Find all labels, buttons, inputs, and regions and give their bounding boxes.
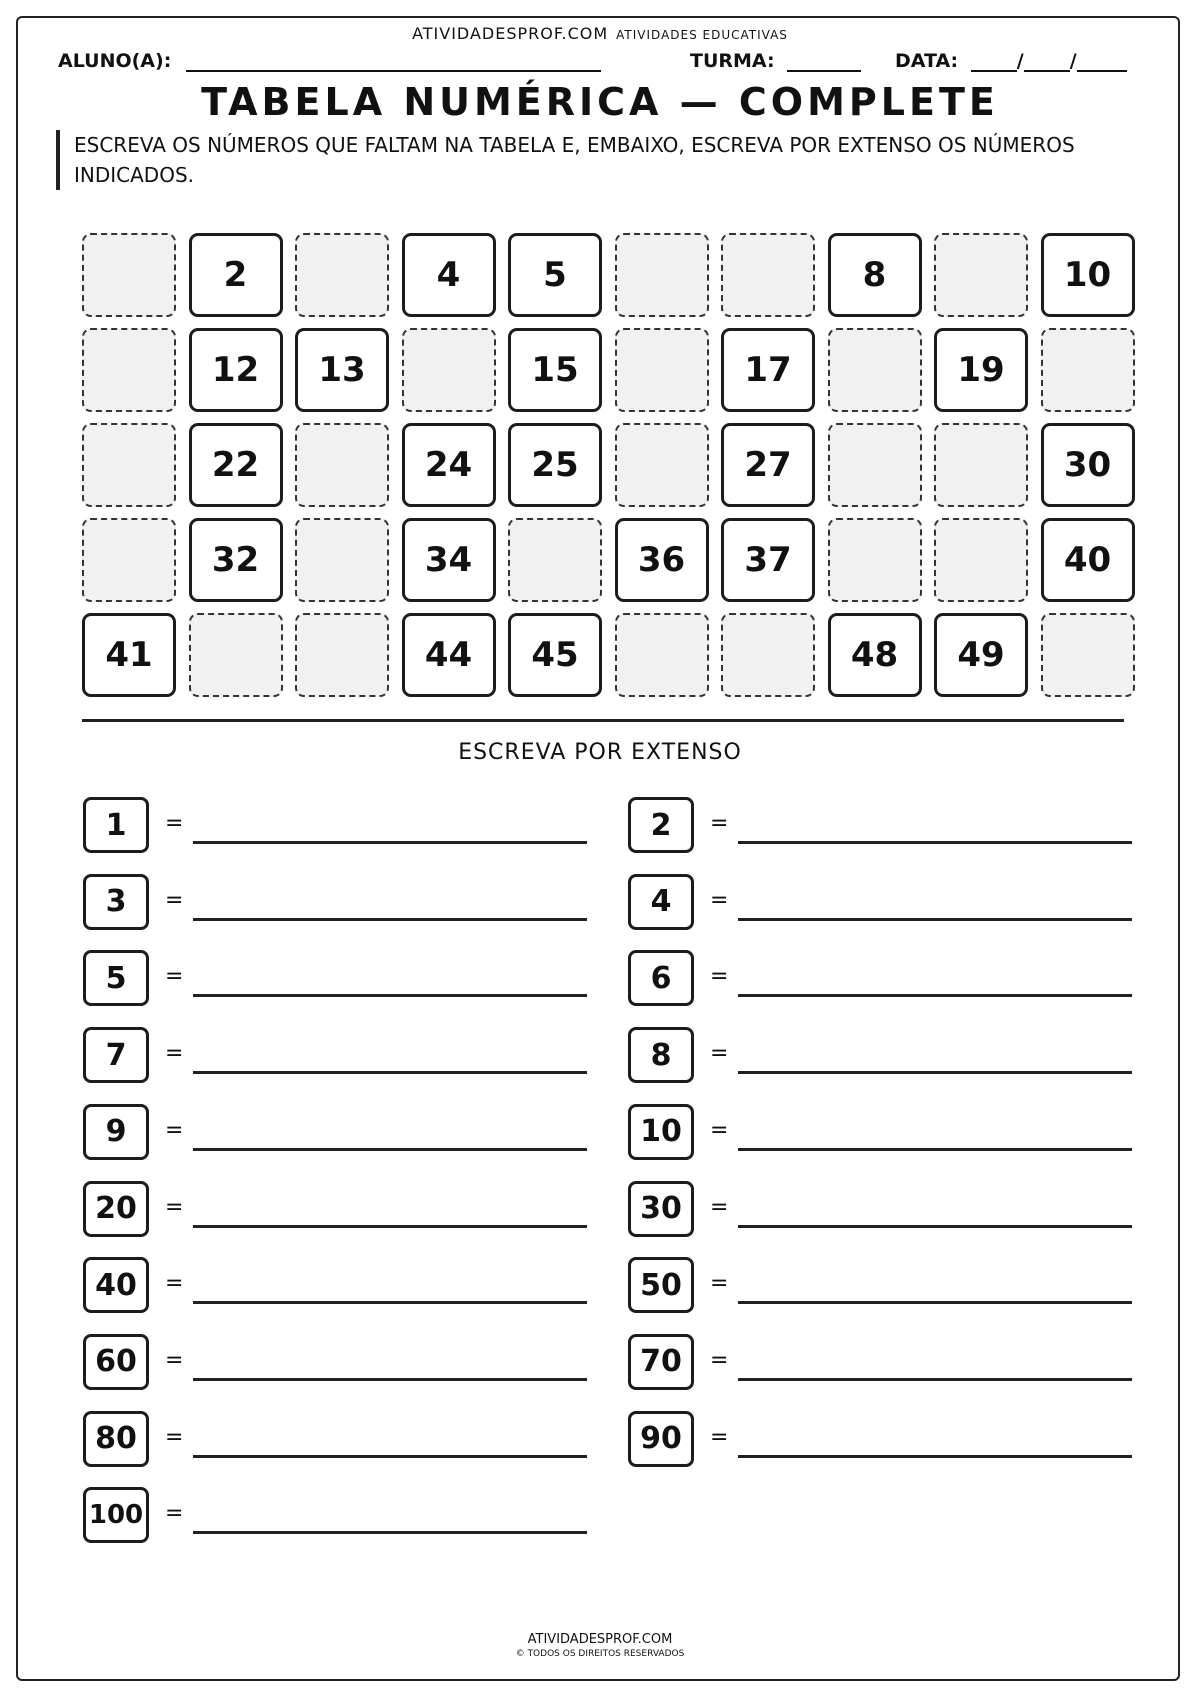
number-box: 7 [83,1027,149,1083]
answer-line[interactable] [193,1531,587,1534]
extenso-row [628,1334,1168,1392]
number-cell: 19 [934,328,1028,412]
answer-line[interactable] [193,1301,587,1304]
blank-cell[interactable] [295,613,389,697]
blank-cell[interactable] [934,423,1028,507]
number-cell: 37 [721,518,815,602]
footer [0,1632,1200,1659]
extenso-row [83,1104,623,1162]
number-cell: 40 [1041,518,1135,602]
number-cell: 30 [1041,423,1135,507]
extenso-row [83,797,623,855]
number-box: 6 [628,950,694,1006]
extenso-row [628,874,1168,932]
extenso-row [83,1257,623,1315]
blank-cell[interactable] [615,328,709,412]
blank-cell[interactable] [615,233,709,317]
blank-cell[interactable] [295,518,389,602]
date-separator: / [1069,50,1077,72]
date-separator: / [1016,50,1024,72]
answer-line[interactable] [738,841,1132,844]
number-cell: 15 [508,328,602,412]
date-day-line[interactable] [971,50,1017,72]
answer-line[interactable] [193,1455,587,1458]
site-subtitle: ATIVIDADES EDUCATIVAS [616,28,788,42]
number-box: 8 [628,1027,694,1083]
student-field [58,50,601,72]
equals-sign: = [165,887,184,913]
answer-line[interactable] [738,1148,1132,1151]
extenso-row [83,1411,623,1469]
blank-cell[interactable] [615,613,709,697]
extenso-row [628,1181,1168,1239]
number-cell: 27 [721,423,815,507]
number-cell: 17 [721,328,815,412]
number-box: 30 [628,1181,694,1237]
blank-cell[interactable] [189,613,283,697]
student-label: ALUNO(A): [58,50,172,72]
number-box: 4 [628,874,694,930]
blank-cell[interactable] [1041,328,1135,412]
instructions: ESCREVA OS NÚMEROS QUE FALTAM NA TABELA E, EMBAIXO, ESCREVA POR EXTENSO OS NÚMEROS INDICADOS. [56,130,1144,190]
number-box: 60 [83,1334,149,1390]
blank-cell[interactable] [828,328,922,412]
number-box: 2 [628,797,694,853]
number-cell: 5 [508,233,602,317]
answer-line[interactable] [193,994,587,997]
class-label: TURMA: [690,50,775,72]
site-name: ATIVIDADESPROF.COM [412,24,609,43]
blank-cell[interactable] [721,613,815,697]
date-year-line[interactable] [1077,50,1127,72]
blank-cell[interactable] [615,423,709,507]
answer-line[interactable] [193,1148,587,1151]
number-box: 3 [83,874,149,930]
equals-sign: = [165,1194,184,1220]
answer-line[interactable] [193,1071,587,1074]
extenso-row [83,1181,623,1239]
number-cell: 25 [508,423,602,507]
answer-line[interactable] [738,1071,1132,1074]
number-cell: 48 [828,613,922,697]
blank-cell[interactable] [1041,613,1135,697]
blank-cell[interactable] [934,233,1028,317]
equals-sign: = [165,1117,184,1143]
footer-copyright: © TODOS OS DIREITOS RESERVADOS [515,1649,685,1659]
date-month-line[interactable] [1024,50,1070,72]
number-box: 80 [83,1411,149,1467]
footer-site: ATIVIDADESPROF.COM [527,1632,673,1647]
equals-sign: = [165,1347,184,1373]
number-cell: 49 [934,613,1028,697]
number-box: 50 [628,1257,694,1313]
number-box: 5 [83,950,149,1006]
answer-line[interactable] [738,1378,1132,1381]
extenso-row [628,1027,1168,1085]
extenso-row [83,950,623,1008]
equals-sign: = [710,1271,729,1297]
extenso-title: ESCREVA POR EXTENSO [458,740,742,765]
number-cell: 32 [189,518,283,602]
extenso-row [628,797,1168,855]
blank-cell[interactable] [402,328,496,412]
blank-cell[interactable] [934,518,1028,602]
number-box: 100 [83,1487,149,1543]
equals-sign: = [165,1271,184,1297]
answer-line[interactable] [738,994,1132,997]
answer-line[interactable] [193,1225,587,1228]
class-line[interactable] [787,50,861,72]
equals-sign: = [710,964,729,990]
extenso-row [83,1487,623,1545]
equals-sign: = [165,811,184,836]
extenso-row [83,874,623,932]
number-cell: 2 [189,233,283,317]
number-cell: 24 [402,423,496,507]
answer-line[interactable] [193,841,587,844]
number-cell: 41 [82,613,176,697]
equals-sign: = [710,1194,729,1220]
equals-sign: = [165,1424,184,1450]
blank-cell[interactable] [295,423,389,507]
date-label: DATA: [895,50,959,72]
number-cell: 12 [189,328,283,412]
class-field [690,50,861,72]
extenso-row [83,1334,623,1392]
blank-cell[interactable] [721,233,815,317]
blank-cell[interactable] [295,233,389,317]
number-cell: 13 [295,328,389,412]
number-cell: 36 [615,518,709,602]
blank-cell[interactable] [82,518,176,602]
extenso-row [628,1104,1168,1162]
equals-sign: = [710,1424,729,1450]
equals-sign: = [710,811,729,836]
extenso-row [628,1411,1168,1469]
blank-cell[interactable] [82,233,176,317]
number-cell: 10 [1041,233,1135,317]
equals-sign: = [710,1041,729,1067]
number-cell: 22 [189,423,283,507]
number-box: 70 [628,1334,694,1390]
page-title: TABELA NUMÉRICA — COMPLETE [201,80,999,124]
number-cell: 8 [828,233,922,317]
section-divider [82,719,1124,722]
answer-line[interactable] [193,1378,587,1381]
equals-sign: = [165,1501,184,1527]
answer-line[interactable] [193,918,587,921]
equals-sign: = [710,887,729,913]
equals-sign: = [165,1041,184,1067]
date-field [895,50,1127,72]
number-box: 9 [83,1104,149,1160]
equals-sign: = [710,1117,729,1143]
number-cell: 45 [508,613,602,697]
blank-cell[interactable] [82,423,176,507]
number-box: 40 [83,1257,149,1313]
blank-cell[interactable] [508,518,602,602]
blank-cell[interactable] [828,423,922,507]
number-box: 20 [83,1181,149,1237]
answer-line[interactable] [738,1301,1132,1304]
answer-line[interactable] [738,1455,1132,1458]
number-box: 10 [628,1104,694,1160]
student-name-line[interactable] [186,50,601,72]
extenso-row [83,1027,623,1085]
number-cell: 4 [402,233,496,317]
number-box: 90 [628,1411,694,1467]
number-cell: 44 [402,613,496,697]
site-header [0,24,1200,43]
number-box: 1 [83,797,149,853]
blank-cell[interactable] [82,328,176,412]
extenso-row [628,1257,1168,1315]
answer-line[interactable] [738,918,1132,921]
equals-sign: = [165,964,184,990]
extenso-row [628,950,1168,1008]
blank-cell[interactable] [828,518,922,602]
answer-line[interactable] [738,1225,1132,1228]
number-cell: 34 [402,518,496,602]
equals-sign: = [710,1347,729,1373]
